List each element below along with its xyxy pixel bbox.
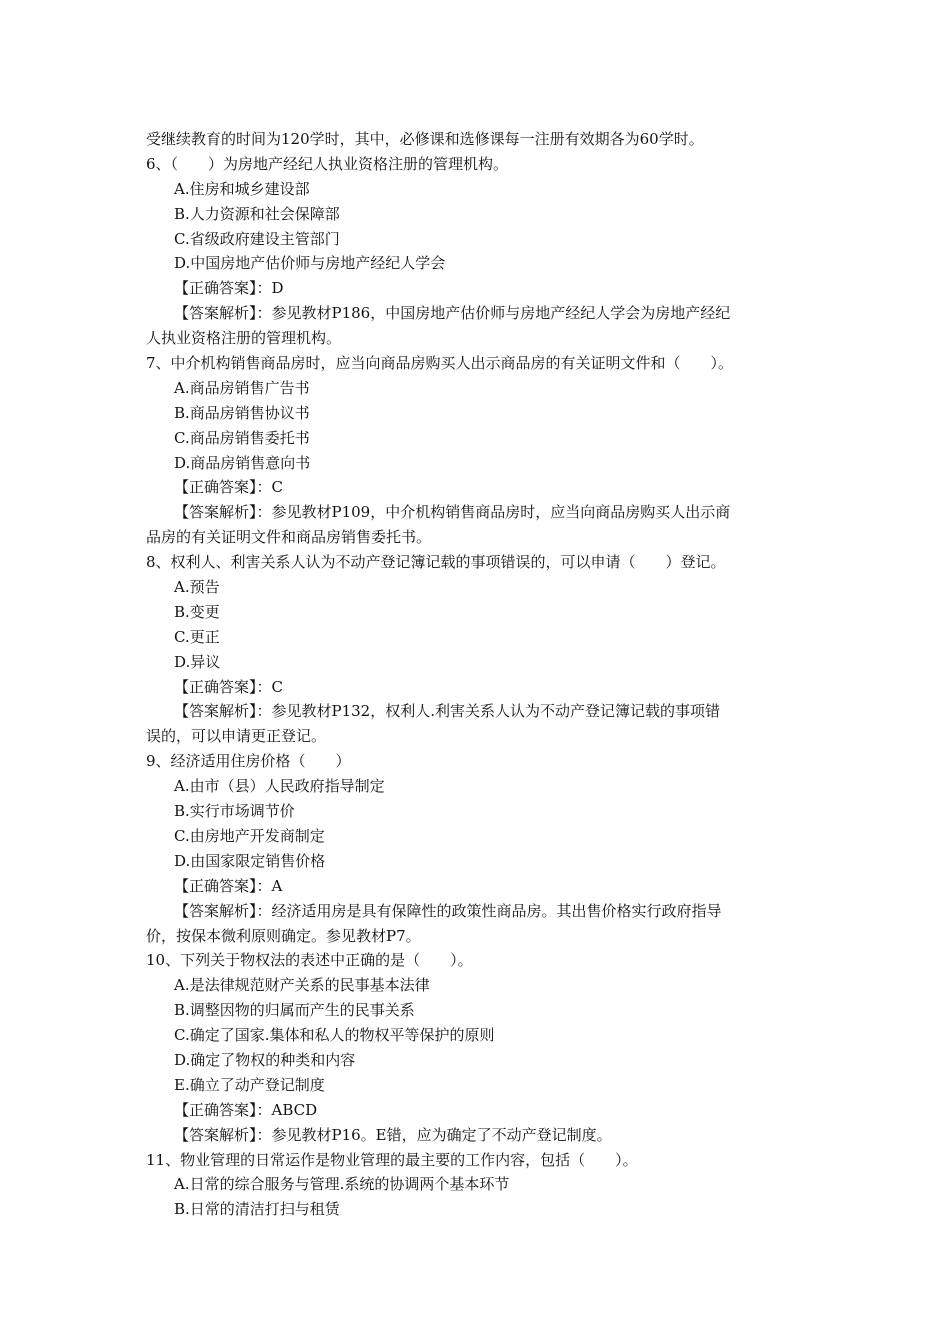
option-line: A.是法律规范财产关系的民事基本法律 — [174, 976, 430, 995]
option-line: A.商品房销售广告书 — [174, 378, 310, 397]
option-line: D.商品房销售意向书 — [174, 453, 311, 472]
option-line: B.变更 — [174, 602, 220, 621]
explanation-line: 【答案解析】：经济适用房是具有保障性的政策性商品房。其出售价格实行政府指导 — [174, 901, 722, 920]
explanation-continuation-line: 人执业资格注册的管理机构。 — [146, 329, 342, 348]
answer-line: 【正确答案】：C — [174, 478, 283, 497]
option-line: A.由市（县）人民政府指导制定 — [174, 777, 385, 796]
answer-line: 【正确答案】：A — [174, 876, 283, 895]
option-line: D.由国家限定销售价格 — [174, 851, 326, 870]
explanation-line: 【答案解析】：参见教材P186，中国房地产估价师与房地产经纪人学会为房地产经纪 — [174, 304, 731, 323]
answer-line: 【正确答案】：D — [174, 279, 284, 298]
question-line: 9、经济适用住房价格（ ） — [146, 752, 351, 771]
explanation-line: 【答案解析】：参见教材P132，权利人.利害关系人认为不动产登记簿记载的事项错 — [174, 702, 720, 721]
option-line: B.商品房销售协议书 — [174, 403, 310, 422]
option-line: A.日常的综合服务与管理.系统的协调两个基本环节 — [174, 1175, 510, 1194]
question-line: 10、下列关于物权法的表述中正确的是（ ）。 — [146, 951, 473, 970]
explanation-line: 【答案解析】：参见教材P16。E错，应为确定了不动产登记制度。 — [174, 1125, 612, 1144]
option-line: B.人力资源和社会保障部 — [174, 204, 340, 223]
option-line: A.预告 — [174, 578, 220, 597]
option-line: C.商品房销售委托书 — [174, 428, 310, 447]
explanation-continuation-line: 价，按保本微利原则确定。参见教材P7。 — [146, 926, 421, 945]
explanation-continuation-line: 受继续教育的时间为120学时，其中，必修课和选修课每一注册有效期各为60学时。 — [146, 130, 704, 148]
question-line: 6、（ ）为房地产经纪人执业资格注册的管理机构。 — [146, 154, 509, 173]
explanation-line: 【答案解析】：参见教材P109，中介机构销售商品房时，应当向商品房购买人出示商 — [174, 503, 731, 522]
option-line: B.调整因物的归属而产生的民事关系 — [174, 1001, 415, 1020]
option-line: B.实行市场调节价 — [174, 802, 295, 821]
explanation-continuation-line: 品房的有关证明文件和商品房销售委托书。 — [146, 528, 432, 547]
option-line: C.省级政府建设主管部门 — [174, 229, 340, 248]
document-body — [146, 127, 811, 1222]
answer-line: 【正确答案】：C — [174, 677, 283, 696]
option-line: C.更正 — [174, 627, 220, 646]
option-line: C.由房地产开发商制定 — [174, 826, 325, 845]
option-line: D.中国房地产估价师与房地产经纪人学会 — [174, 254, 446, 273]
answer-line: 【正确答案】：ABCD — [174, 1100, 318, 1119]
option-line: A.住房和城乡建设部 — [174, 179, 310, 198]
question-line: 8、权利人、利害关系人认为不动产登记簿记载的事项错误的，可以申请（ ）登记。 — [146, 553, 726, 572]
option-line: C.确定了国家.集体和私人的物权平等保护的原则 — [174, 1026, 495, 1045]
option-line: B.日常的清洁打扫与租赁 — [174, 1200, 340, 1219]
option-line: D.确定了物权的种类和内容 — [174, 1050, 356, 1069]
explanation-continuation-line: 误的，可以申请更正登记。 — [146, 727, 327, 746]
option-line: D.异议 — [174, 652, 221, 671]
option-line: E.确立了动产登记制度 — [174, 1075, 325, 1094]
question-line: 11、物业管理的日常运作是物业管理的最主要的工作内容，包括（ ）。 — [146, 1150, 638, 1169]
question-line: 7、中介机构销售商品房时，应当向商品房购买人出示商品房的有关证明文件和（ ）。 — [146, 354, 734, 373]
